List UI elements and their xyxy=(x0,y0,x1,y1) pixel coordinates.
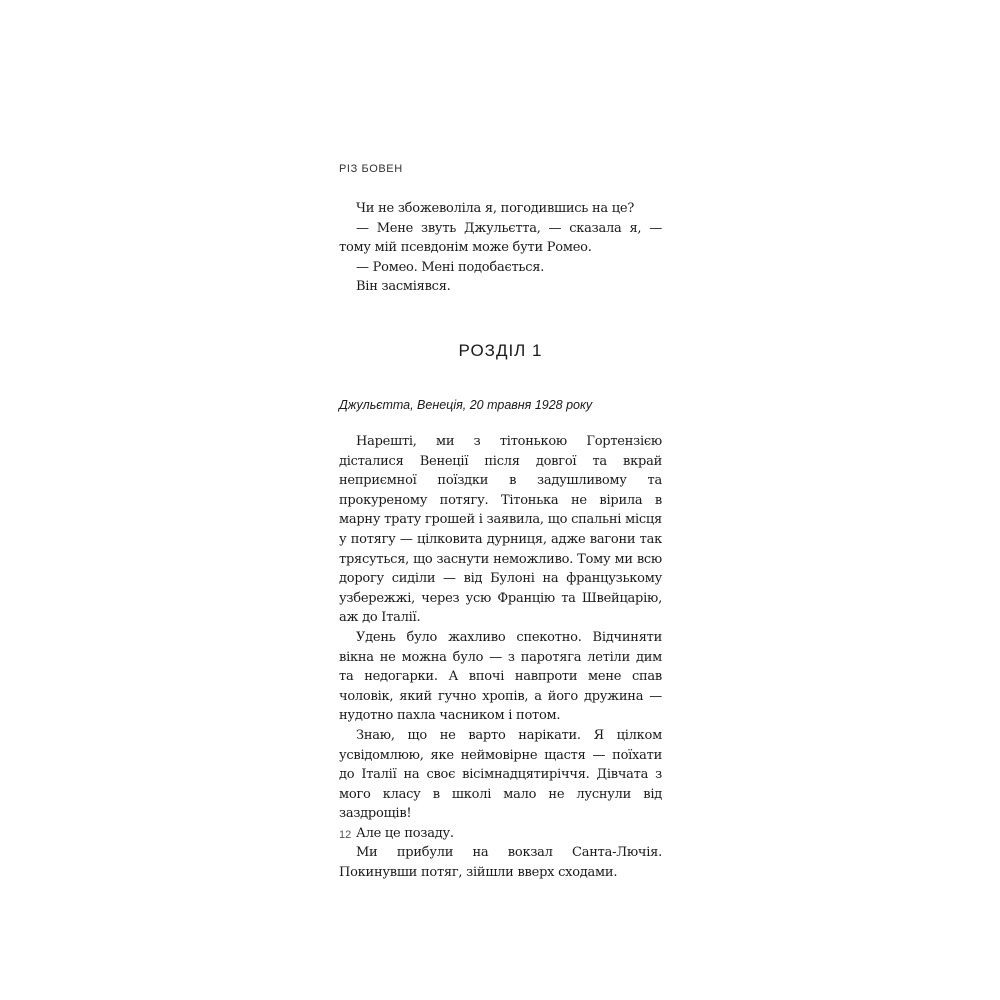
chapter-dateline: Джульєтта, Венеція, 20 травня 1928 року xyxy=(339,398,593,412)
paragraph: Знаю, що не варто нарікати. Я цілком усвідомлюю, яке неймовірне щастя — поїхати до Італії на своє вісімнадцятиріччя. Дівчата з мого класу в школі мало не луснули від заздрощів! xyxy=(339,727,662,822)
epigraph-line: Він засміявся. xyxy=(356,279,451,295)
body-text xyxy=(339,432,662,883)
running-head-author: РІЗ БОВЕН xyxy=(339,163,403,175)
paragraph: Ми прибули на вокзал Санта-Лючія. Покинувши потяг, зійшли вверх сходами. xyxy=(339,845,662,881)
paragraph: Удень було жахливо спекотно. Відчиняти вікна не можна було — з паротяга летіли дим та недогарки. А впочі навпроти мене спав чоловік, який гучно хропів, а його дружина — нудотно пахла часником і потом. xyxy=(339,629,662,724)
paragraph: Але це позаду. xyxy=(356,825,454,841)
chapter-title: РОЗДІЛ 1 xyxy=(458,341,543,360)
epigraph-line: Чи не збожеволіла я, погодившись на це? xyxy=(356,201,635,216)
paragraph: Нарешті, ми з тітонькою Гортензією дісталися Венеції після довгої та вкрай неприємної поїздки в задушливому та прокуреному потягу. Тітонька не вірила в марну трату грошей і заявила, що спальні місця у потягу — цілковита дурниця, адже вагони так трясуться, що заснути неможливо. Тому ми всю дорогу сиділи — від Булоні на французькому узбережжі, через усю Францію та Швейцарію, аж до Італії. xyxy=(339,434,662,626)
epigraph xyxy=(339,199,662,297)
epigraph-line: — Мене звуть Джульєтта, — сказала я, — тому мій псевдонім може бути Ромео. xyxy=(339,220,662,256)
page-number: 12 xyxy=(339,829,352,841)
epigraph-line: — Ромео. Мені подобається. xyxy=(356,259,545,275)
